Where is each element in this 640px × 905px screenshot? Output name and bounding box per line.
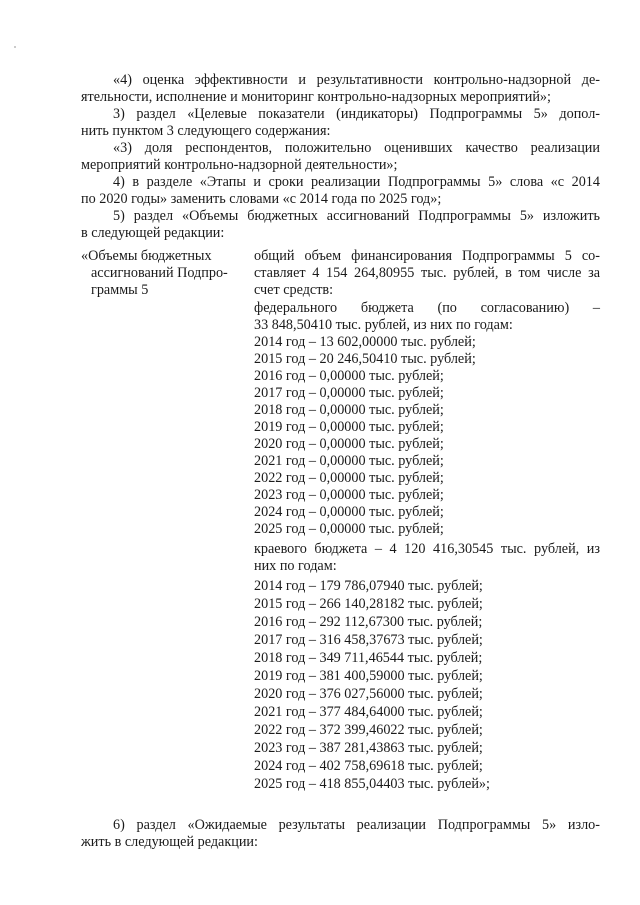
regional-year-row: 2014 год – 179 786,07940 тыс. рублей; xyxy=(254,578,483,594)
federal-year-row: 2016 год – 0,00000 тыс. рублей; xyxy=(254,368,444,384)
quote-3-line-1: «3) доля респондентов, положительно оценивших качество реализации xyxy=(113,140,600,156)
regional-year-row: 2016 год – 292 112,67300 тыс. рублей; xyxy=(254,614,483,630)
federal-year-row: 2020 год – 0,00000 тыс. рублей; xyxy=(254,436,444,452)
regional-year-row: 2024 год – 402 758,69618 тыс. рублей; xyxy=(254,758,483,774)
item-6-line-1: 6) раздел «Ожидаемые результаты реализации Подпрограммы 5» изло- xyxy=(113,817,600,833)
item-4-line-2: по 2020 годы» заменить словами «с 2014 года по 2025 год»; xyxy=(81,191,442,207)
item-3-line-1: 3) раздел «Целевые показатели (индикаторы) Подпрограммы 5» допол- xyxy=(113,106,600,122)
federal-year-row: 2015 год – 20 246,50410 тыс. рублей; xyxy=(254,351,476,367)
regional-line-1: краевого бюджета – 4 120 416,30545 тыс. рублей, из xyxy=(254,541,600,557)
regional-year-row: 2015 год – 266 140,28182 тыс. рублей; xyxy=(254,596,483,612)
scan-speck xyxy=(14,46,16,48)
item-3-line-2: нить пунктом 3 следующего содержания: xyxy=(81,123,331,139)
federal-year-row: 2021 год – 0,00000 тыс. рублей; xyxy=(254,453,444,469)
para-4-line-1: «4) оценка эффективности и результативности контрольно-надзорной де- xyxy=(113,72,600,88)
table-left-line-1: «Объемы бюджетных xyxy=(81,248,212,264)
federal-year-row: 2014 год – 13 602,00000 тыс. рублей; xyxy=(254,334,476,350)
quote-3-line-2: мероприятий контрольно-надзорной деятельности»; xyxy=(81,157,398,173)
para-4-line-2: ятельности, исполнение и мониторинг контрольно-надзорных мероприятий»; xyxy=(81,89,551,105)
federal-year-row: 2019 год – 0,00000 тыс. рублей; xyxy=(254,419,444,435)
regional-year-row: 2021 год – 377 484,64000 тыс. рублей; xyxy=(254,704,483,720)
regional-year-row: 2025 год – 418 855,04403 тыс. рублей»; xyxy=(254,776,490,792)
regional-year-row: 2017 год – 316 458,37673 тыс. рублей; xyxy=(254,632,483,648)
item-5-line-1: 5) раздел «Объемы бюджетных ассигнований Подпрограммы 5» изложить xyxy=(113,208,600,224)
regional-line-2: них по годам: xyxy=(254,558,337,574)
regional-year-row: 2022 год – 372 399,46022 тыс. рублей; xyxy=(254,722,483,738)
total-line-3: счет средств: xyxy=(254,282,334,298)
regional-year-row: 2023 год – 387 281,43863 тыс. рублей; xyxy=(254,740,483,756)
federal-year-row: 2024 год – 0,00000 тыс. рублей; xyxy=(254,504,444,520)
total-line-1: общий объем финансирования Подпрограммы 5 со- xyxy=(254,248,600,264)
table-left-line-2: ассигнований Подпро- xyxy=(91,265,228,281)
item-4-line-1: 4) в разделе «Этапы и сроки реализации Подпрограммы 5» слова «с 2014 xyxy=(113,174,600,190)
regional-year-row: 2018 год – 349 711,46544 тыс. рублей; xyxy=(254,650,483,666)
federal-line-2: 33 848,50410 тыс. рублей, из них по годам: xyxy=(254,317,513,333)
federal-year-row: 2018 год – 0,00000 тыс. рублей; xyxy=(254,402,444,418)
table-left-line-3: граммы 5 xyxy=(91,282,149,298)
total-line-2: ставляет 4 154 264,80955 тыс. рублей, в том числе за xyxy=(254,265,600,281)
item-6-line-2: жить в следующей редакции: xyxy=(81,834,258,850)
regional-year-row: 2019 год – 381 400,59000 тыс. рублей; xyxy=(254,668,483,684)
federal-year-row: 2023 год – 0,00000 тыс. рублей; xyxy=(254,487,444,503)
item-5-line-2: в следующей редакции: xyxy=(81,225,225,241)
federal-line-1: федерального бюджета (по согласованию) – xyxy=(254,300,600,316)
federal-year-row: 2022 год – 0,00000 тыс. рублей; xyxy=(254,470,444,486)
federal-year-row: 2017 год – 0,00000 тыс. рублей; xyxy=(254,385,444,401)
federal-year-row: 2025 год – 0,00000 тыс. рублей; xyxy=(254,521,444,537)
regional-year-row: 2020 год – 376 027,56000 тыс. рублей; xyxy=(254,686,483,702)
